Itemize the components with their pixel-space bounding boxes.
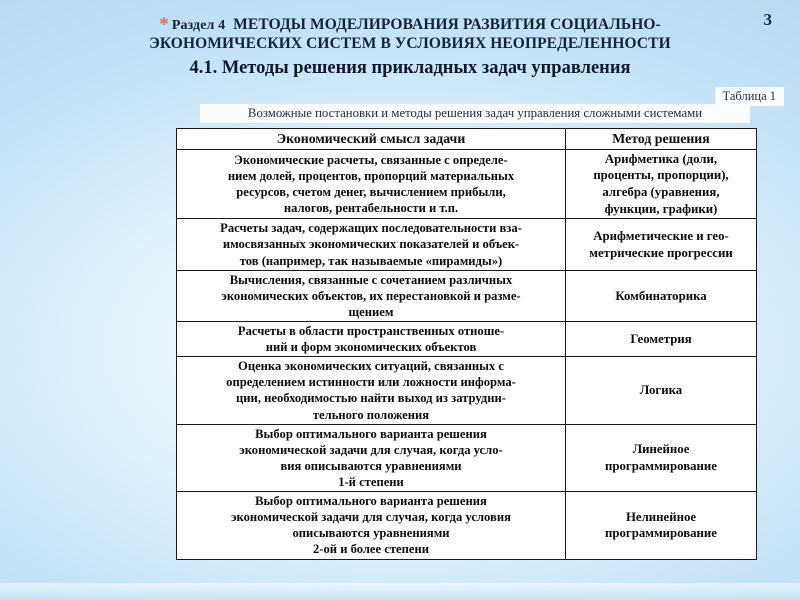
cell-line: ний и форм экономических объектов <box>265 340 477 355</box>
cell-line: экономической задачи для случая, когда условия <box>231 510 511 525</box>
table-row <box>177 492 757 559</box>
cell-line: Выбор оптимального варианта решения <box>255 494 487 509</box>
cell-line: Арифметические и гео- <box>593 228 729 243</box>
table-row <box>177 270 757 321</box>
cell-line: Экономические расчеты, связанные с определе- <box>234 152 508 167</box>
cell-economic-meaning <box>177 322 566 357</box>
cell-line: Логика <box>639 383 683 398</box>
cell-solution-method <box>566 492 757 559</box>
cell-line: проценты, пропорции), <box>593 168 729 183</box>
cell-line: экономической задачи для случая, когда усло- <box>239 442 503 457</box>
asterisk-bullet-icon: * <box>159 14 169 35</box>
cell-line: функции, графики) <box>604 201 718 216</box>
cell-line: Расчеты задач, содержащих последовательности вза- <box>220 221 522 236</box>
cell-solution-method <box>566 270 757 321</box>
cell-line: тельного положения <box>312 407 430 422</box>
cell-line: определением истинности или ложности информа- <box>226 375 516 390</box>
methods-table-container <box>176 128 756 560</box>
cell-economic-meaning <box>177 357 566 424</box>
cell-solution-method <box>566 322 757 357</box>
cell-line: описываются уравнениями <box>292 526 450 541</box>
table-head <box>177 129 757 150</box>
cell-line: программирование <box>605 458 717 473</box>
cell-solution-method <box>566 219 757 270</box>
table-row <box>177 219 757 270</box>
bottom-gradient-band <box>0 583 800 600</box>
table-row <box>177 357 757 424</box>
cell-line: щением <box>348 304 394 319</box>
cell-line: Оценка экономических ситуаций, связанных с <box>238 359 504 374</box>
cell-line: тов (например, так называемые «пирамиды») <box>239 253 503 268</box>
cell-economic-meaning <box>177 492 566 559</box>
cell-line: экономических объектов, их перестановкой и разме- <box>221 288 521 303</box>
cell-line: 1-й степени <box>338 475 404 489</box>
cell-line: нием долей, процентов, пропорций материальных <box>227 169 515 183</box>
methods-table <box>176 128 757 560</box>
cell-line: Вычисления, связанные с сочетанием различных <box>229 272 513 287</box>
cell-line: Нелинейное <box>625 509 697 524</box>
title-heading-line2: ЭКОНОМИЧЕСКИХ СИСТЕМ В УСЛОВИЯХ НЕОПРЕДЕЛЕННОСТИ <box>149 35 671 53</box>
cell-line: ции, необходимостью найти выход из затрудни- <box>236 391 506 406</box>
cell-line: Комбинаторика <box>615 288 707 303</box>
cell-line: Выбор оптимального варианта решения <box>255 426 487 441</box>
cell-line: ресурсов, счетом денег, вычислением прибыли, <box>236 185 506 200</box>
table-number-label: Таблица 1 <box>715 87 784 106</box>
cell-solution-method <box>566 149 757 219</box>
section-label: Раздел 4 <box>171 18 226 33</box>
cell-economic-meaning <box>177 219 566 270</box>
cell-line: 2-ой и более степени <box>313 542 429 557</box>
cell-solution-method <box>566 357 757 424</box>
title-heading-line1: МЕТОДЫ МОДЕЛИРОВАНИЯ РАЗВИТИЯ СОЦИАЛЬНО- <box>233 16 661 33</box>
table-row <box>177 322 757 357</box>
cell-line: налогов, рентабельности и т.п. <box>283 201 459 216</box>
column-header-economic-meaning: Экономический смысл задачи <box>177 129 566 150</box>
cell-line: Арифметика (доли, <box>604 151 718 166</box>
cell-line: вия описываются уравнениями <box>280 458 462 473</box>
cell-line: метрические прогрессии <box>589 245 733 260</box>
table-caption: Возможные постановки и методы решения задач управления сложными системами <box>200 104 750 123</box>
cell-line: Линейное <box>632 442 690 457</box>
table-body <box>177 149 757 559</box>
cell-line: программирование <box>605 526 717 541</box>
cell-economic-meaning <box>177 149 566 219</box>
cell-line: Расчеты в области пространственных отноше- <box>237 324 505 339</box>
column-header-solution-method: Метод решения <box>566 129 757 150</box>
page-subtitle: 4.1. Методы решения прикладных задач управления <box>189 57 631 78</box>
cell-line: имосвязанных экономических показателей и объек- <box>222 237 520 252</box>
slide-title-block <box>95 14 725 78</box>
cell-line: алгебра (уравнения, <box>602 185 720 200</box>
cell-solution-method <box>566 424 757 491</box>
table-row <box>177 424 757 491</box>
cell-economic-meaning <box>177 424 566 491</box>
page-number: 3 <box>763 10 772 29</box>
page-title <box>95 14 725 53</box>
table-row <box>177 149 757 219</box>
table-header-row <box>177 129 757 150</box>
cell-economic-meaning <box>177 270 566 321</box>
cell-line: Геометрия <box>630 331 692 346</box>
